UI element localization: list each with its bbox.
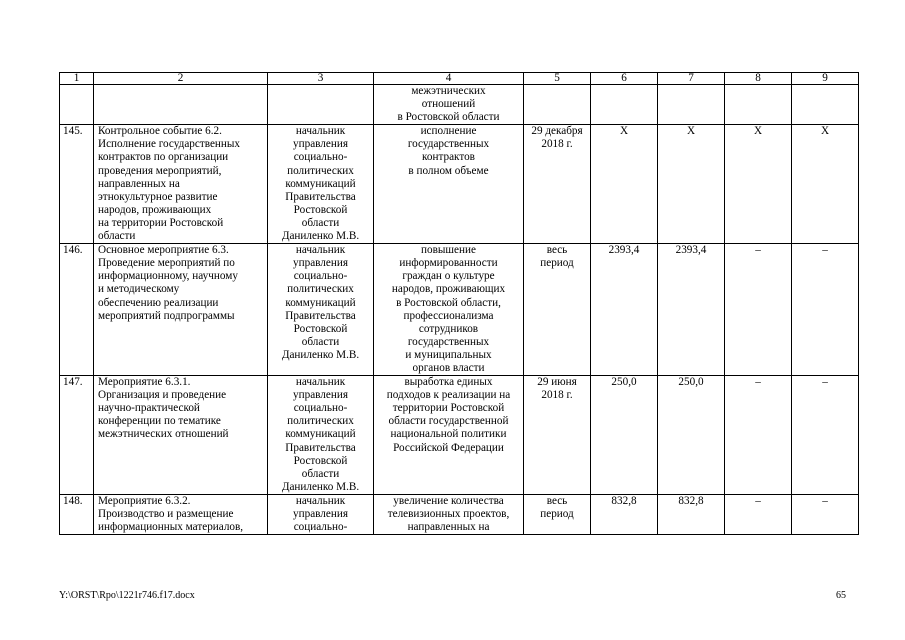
activity-name-line: направленных на: [98, 177, 180, 190]
expected-result-line: межэтнических: [411, 85, 486, 97]
row-number: 148.: [60, 494, 94, 534]
executor: [268, 125, 374, 244]
value-col-7: [658, 85, 725, 125]
deadline-line: период: [540, 257, 574, 270]
value-col-9: –: [792, 244, 859, 376]
activity-name-line: Исполнение государственных: [98, 138, 241, 151]
value-col-7: X: [658, 125, 725, 244]
executor-line: Даниленко М.В.: [281, 348, 360, 361]
expected-result-line: Российской Федерации: [393, 441, 504, 454]
deadline: [524, 244, 591, 376]
executor-line: коммуникаций: [285, 177, 356, 190]
header-cell: 4: [374, 73, 524, 85]
executor-line: области: [301, 467, 340, 480]
value-col-8: –: [725, 494, 792, 534]
expected-result-line: граждан о культуре: [402, 270, 495, 283]
executor: [268, 85, 374, 125]
executor-line: управления: [293, 508, 348, 520]
header-cell: 2: [94, 73, 268, 85]
activity-name-line: мероприятий подпрограммы: [98, 309, 235, 322]
activity-name-line: Мероприятие 6.3.2.: [98, 494, 191, 507]
executor-line: политических: [287, 164, 354, 177]
deadline-line: весь: [546, 244, 568, 257]
activity-name-line: Производство и размещение: [98, 508, 234, 520]
row-number: 146.: [60, 244, 94, 376]
activity-name-line: научно-практической: [98, 402, 200, 415]
activity-name: [94, 125, 268, 244]
expected-result-line: в Ростовской области,: [396, 296, 501, 309]
header-cell: 8: [725, 73, 792, 85]
executor-line: начальник: [295, 244, 346, 257]
executor-line: Правительства: [285, 190, 356, 203]
deadline-line: 2018 г.: [541, 138, 573, 151]
expected-result-line: государственных: [407, 335, 490, 348]
table-row: [60, 376, 859, 495]
expected-result-line: в полном объеме: [408, 164, 489, 177]
executor-line: управления: [293, 257, 348, 270]
header-cell: 6: [591, 73, 658, 85]
deadline: [524, 494, 591, 534]
executor-line: политических: [287, 415, 354, 428]
executor-line: области: [301, 216, 340, 229]
page-number: 65: [836, 590, 846, 601]
activity-name-line: Мероприятие 6.3.1.: [98, 376, 191, 389]
value-col-6: [591, 85, 658, 125]
expected-result: [374, 85, 524, 125]
executor-line: Правительства: [285, 441, 356, 454]
expected-result: [374, 244, 524, 376]
activity-name-line: информационному, научному: [98, 270, 238, 283]
expected-result-line: увеличение количества: [393, 494, 504, 507]
expected-result-line: сотрудников: [418, 322, 479, 335]
expected-result-line: области государственной: [388, 415, 509, 428]
expected-result-line: в Ростовской области: [397, 111, 500, 124]
executor: [268, 376, 374, 495]
executor: [268, 244, 374, 376]
row-number: 145.: [60, 125, 94, 244]
program-table: [59, 72, 859, 535]
activity-name-line: Проведение мероприятий по: [98, 257, 235, 270]
row-number: [60, 85, 94, 125]
executor-line: начальник: [295, 494, 346, 507]
activity-name-line: обеспечению реализации: [98, 296, 219, 309]
table-row: [60, 494, 859, 534]
row-number: 147.: [60, 376, 94, 495]
activity-name: [94, 494, 268, 534]
expected-result-line: подходов к реализации на: [386, 389, 511, 402]
value-col-9: –: [792, 376, 859, 495]
expected-result: [374, 125, 524, 244]
activity-name-line: конференции по тематике: [98, 415, 221, 428]
expected-result-line: информированности: [399, 257, 498, 270]
expected-result-line: направленных на: [407, 521, 490, 534]
expected-result-line: национальной политики: [390, 428, 507, 441]
executor-line: коммуникаций: [285, 296, 356, 309]
table-row: [60, 244, 859, 376]
executor-line: начальник: [295, 125, 346, 138]
value-col-7: 832,8: [658, 494, 725, 534]
expected-result-line: повышение: [421, 244, 476, 257]
header-cell: 1: [60, 73, 94, 85]
value-col-9: [792, 85, 859, 125]
value-col-7: 2393,4: [658, 244, 725, 376]
expected-result-line: территории Ростовской: [392, 402, 505, 415]
value-col-8: X: [725, 125, 792, 244]
expected-result: [374, 376, 524, 495]
deadline-line: 2018 г.: [541, 389, 573, 402]
value-col-7: 250,0: [658, 376, 725, 495]
activity-name: [94, 85, 268, 125]
activity-name-line: области: [98, 230, 136, 243]
deadline-line: весь: [546, 494, 568, 507]
expected-result-line: исполнение: [420, 125, 477, 138]
deadline-line: период: [540, 508, 574, 520]
table-row: [60, 85, 859, 125]
activity-name: [94, 244, 268, 376]
value-col-6: X: [591, 125, 658, 244]
executor-line: управления: [293, 389, 348, 402]
executor-line: начальник: [295, 376, 346, 389]
value-col-6: 250,0: [591, 376, 658, 495]
value-col-8: [725, 85, 792, 125]
header-cell: 3: [268, 73, 374, 85]
deadline: [524, 376, 591, 495]
expected-result-line: государственных: [407, 138, 490, 151]
table-row: [60, 125, 859, 244]
executor-line: Правительства: [285, 309, 356, 322]
expected-result-line: органов власти: [412, 361, 485, 374]
activity-name-line: межэтнических отношений: [98, 428, 229, 441]
expected-result-line: и муниципальных: [405, 348, 492, 361]
executor-line: коммуникаций: [285, 428, 356, 441]
value-col-8: –: [725, 244, 792, 376]
value-col-8: –: [725, 376, 792, 495]
file-path: Y:\ORST\Rpo\1221r746.f17.docx: [59, 590, 195, 601]
column-number-header-row: [60, 73, 859, 85]
header-cell: 9: [792, 73, 859, 85]
executor-line: политических: [287, 283, 354, 296]
activity-name: [94, 376, 268, 495]
deadline-line: 29 декабря: [531, 125, 583, 138]
executor-line: социально-: [293, 521, 348, 534]
activity-name-line: Контрольное событие 6.2.: [98, 125, 222, 138]
activity-name-line: проведения мероприятий,: [98, 164, 222, 177]
activity-name-line: Основное мероприятие 6.3.: [98, 244, 229, 257]
value-col-9: X: [792, 125, 859, 244]
executor-line: социально-: [293, 402, 348, 415]
executor-line: социально-: [293, 151, 348, 164]
deadline-line: 29 июня: [537, 376, 577, 389]
table-body: [60, 73, 859, 535]
activity-name-line: и методическому: [98, 283, 180, 296]
executor: [268, 494, 374, 534]
executor-line: социально-: [293, 270, 348, 283]
expected-result-line: выработка единых: [404, 376, 493, 389]
executor-line: управления: [293, 138, 348, 151]
executor-line: Даниленко М.В.: [281, 230, 360, 243]
activity-name-line: на территории Ростовской: [98, 216, 224, 229]
expected-result-line: профессионализма: [403, 309, 494, 322]
header-cell: 7: [658, 73, 725, 85]
activity-name-line: контрактов по организации: [98, 151, 229, 164]
header-cell: 5: [524, 73, 591, 85]
expected-result-line: народов, проживающих: [391, 283, 506, 296]
expected-result-line: отношений: [421, 98, 476, 111]
executor-line: Ростовской: [293, 454, 348, 467]
deadline: [524, 125, 591, 244]
activity-name-line: Организация и проведение: [98, 389, 227, 402]
activity-name-line: этнокультурное развитие: [98, 190, 218, 203]
executor-line: области: [301, 335, 340, 348]
expected-result-line: телевизионных проектов,: [387, 508, 510, 520]
activity-name-line: народов, проживающих: [98, 203, 212, 216]
expected-result-line: контрактов: [422, 151, 475, 164]
activity-name-line: информационных материалов,: [98, 521, 244, 534]
value-col-9: –: [792, 494, 859, 534]
executor-line: Даниленко М.В.: [281, 480, 360, 493]
executor-line: Ростовской: [293, 322, 348, 335]
value-col-6: 2393,4: [591, 244, 658, 376]
expected-result: [374, 494, 524, 534]
executor-line: Ростовской: [293, 203, 348, 216]
deadline: [524, 85, 591, 125]
value-col-6: 832,8: [591, 494, 658, 534]
